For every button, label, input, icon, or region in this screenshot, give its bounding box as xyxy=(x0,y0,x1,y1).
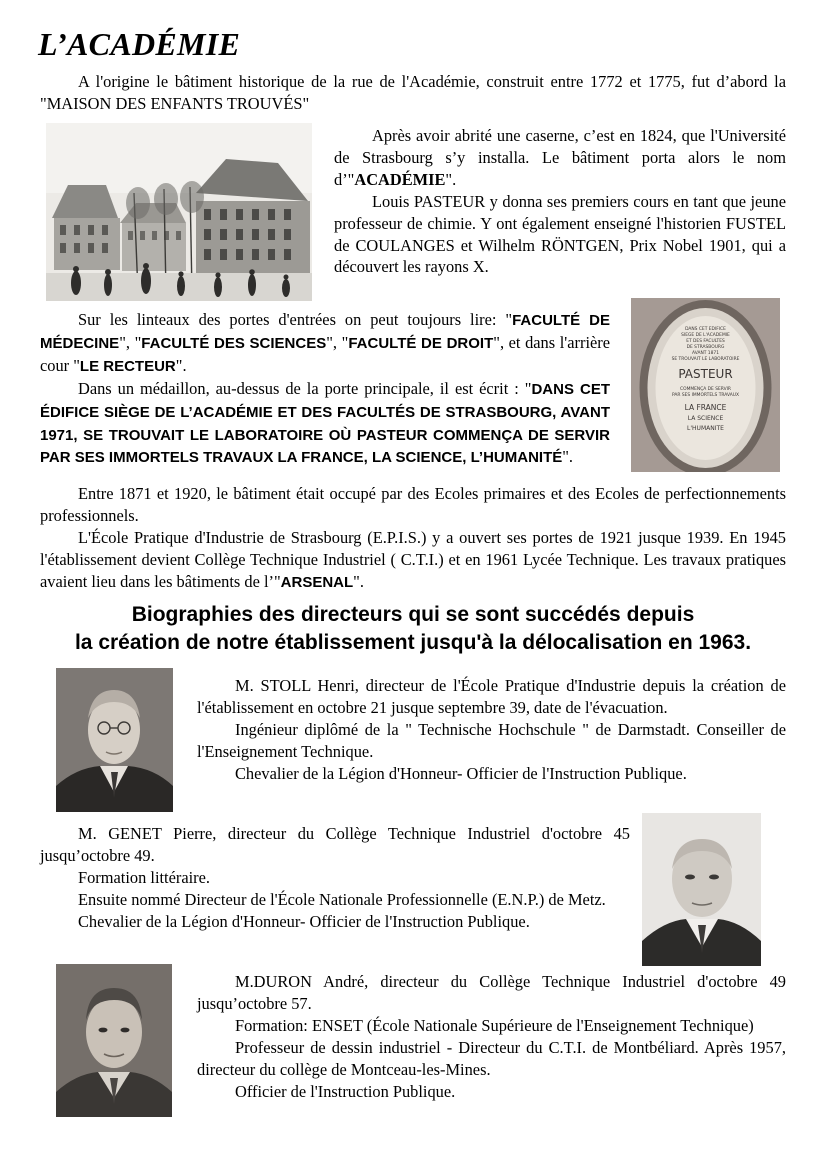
genet-paragraph: M. GENET Pierre, directeur du Collège Technique Industriel d'octobre 45 jusqu’octobre 49. xyxy=(40,824,630,865)
plaque-line: SIEGE DE L'ACADEMIE xyxy=(681,333,730,338)
plaque-line: DE STRASBOURG xyxy=(686,345,725,350)
history-text xyxy=(40,483,786,594)
stoll-paragraph: M. STOLL Henri, directeur de l'École Pratique d'Industrie depuis la création de l'établissement en octobre 21 jusque septembre 39, date de l'évacuation. xyxy=(197,676,786,717)
duron-paragraph: M.DURON André, directeur du Collège Technique Industriel d'octobre 49 jusqu’octobre 57. xyxy=(197,972,786,1013)
medallion-paragraph: Dans un médaillon, au-dessus de la porte principale, il est écrit : "DANS CET ÉDIFICE SIÈGE DE L’ACADÉMIE ET DES FACULTÉS DE STRASBOURG, AVANT 1971, SE TROUVAIT LE LABORATOIRE OÙ PASTEUR COMMENÇA DE SERVIR PAR SES IMMORTELS TRAVAUX LA FRANCE, LA SCIENCE, L’HUMANITÉ". xyxy=(40,378,611,467)
stoll-paragraph: Ingénieur diplômé de la " Technische Hochschule " de Darmstadt. Conseiller de l'Enseignement Technique. xyxy=(197,719,786,761)
plaque-line: ET DES FACULTES xyxy=(686,339,725,344)
historic-building-engraving xyxy=(46,123,312,301)
duron-portrait xyxy=(56,964,172,1117)
biography-heading xyxy=(40,601,786,657)
inscriptions-text xyxy=(40,309,610,469)
page-title: L’ACADÉMIE xyxy=(38,26,241,62)
duron-paragraph: Formation: ENSET (École Nationale Supérieure de l'Enseignement Technique) xyxy=(235,1015,754,1035)
genet-portrait xyxy=(642,813,761,966)
duron-biography xyxy=(197,971,786,1102)
epis-paragraph: L'École Pratique d'Industrie de Strasbourg (E.P.I.S.) y a ouvert ses portes de 1921 jusque 1939. En 1945 l'établissement devient Collège Technique Industriel ( C.T.I.) et en 1961 Lycée Technique. Les travaux pratiques avaient lieu dans les bâtiments de l’"ARSENAL". xyxy=(40,527,786,591)
stoll-biography xyxy=(197,675,786,785)
plaque-line: AVANT 1871 xyxy=(692,351,719,356)
university-text xyxy=(334,125,786,278)
duron-paragraph: Officier de l'Instruction Publique. xyxy=(235,1081,456,1101)
plaque-line: LA FRANCE xyxy=(684,403,727,412)
lintels-paragraph: Sur les linteaux des portes d'entrées on peut toujours lire: "FACULTÉ DE MÉDECINE", "FACULTÉ DES SCIENCES", "FACULTÉ DE DROIT", et dans l'arrière cour "LE RECTEUR". xyxy=(40,310,611,375)
pasteur-plaque-photo xyxy=(631,298,780,472)
genet-biography xyxy=(40,823,630,933)
plaque-line: L'HUMANITE xyxy=(687,425,724,432)
intro-paragraph: A l'origine le bâtiment historique de la rue de l'Académie, construit entre 1772 et 1775, fut d’abord la "MAISON DES ENFANTS TROUVÉS" xyxy=(40,72,786,113)
stoll-paragraph: Chevalier de la Légion d'Honneur- Officier de l'Instruction Publique. xyxy=(235,763,687,783)
plaque-line: COMMENÇA DE SERVIR xyxy=(680,387,731,392)
plaque-name: PASTEUR xyxy=(678,367,733,381)
intro-text xyxy=(40,71,786,115)
stoll-portrait xyxy=(56,668,173,812)
schools-paragraph: Entre 1871 et 1920, le bâtiment était occupé par des Ecoles primaires et des Ecoles de perfectionnements professionnels. xyxy=(40,484,786,525)
biography-heading-line1: Biographies des directeurs qui se sont succédés depuis xyxy=(131,603,695,626)
university-paragraph: Après avoir abrité une caserne, c’est en 1824, que l'Université de Strasbourg s’y installa. Le bâtiment porta alors le nom d’"ACADÉMIE". xyxy=(334,126,786,189)
plaque-line: PAR SES IMMORTELS TRAVAUX xyxy=(672,393,739,398)
plaque-line: LA SCIENCE xyxy=(687,415,724,422)
genet-paragraph: Formation littéraire. xyxy=(78,867,210,887)
pasteur-paragraph: Louis PASTEUR y donna ses premiers cours en tant que jeune professeur de chimie. Y ont également enseigné l'historien FUSTEL de COULANGES et Wilhelm RÖNTGEN, Prix Nobel 1901, qui a découvert les rayons X. xyxy=(334,191,786,277)
genet-paragraph: Ensuite nommé Directeur de l'École Nationale Professionnelle (E.N.P.) de Metz. xyxy=(78,889,606,909)
duron-paragraph: Professeur de dessin industriel - Directeur du C.T.I. de Montbéliard. Après 1957, directeur du collège de Montceau-les-Mines. xyxy=(197,1037,786,1079)
genet-paragraph: Chevalier de la Légion d'Honneur- Officier de l'Instruction Publique. xyxy=(78,911,530,931)
plaque-line: DANS CET EDIFICE xyxy=(685,327,726,332)
plaque-line: SE TROUVAIT LE LABORATOIRE xyxy=(671,357,740,362)
biography-heading-line2: la création de notre établissement jusqu'à la délocalisation en 1963. xyxy=(74,631,752,654)
